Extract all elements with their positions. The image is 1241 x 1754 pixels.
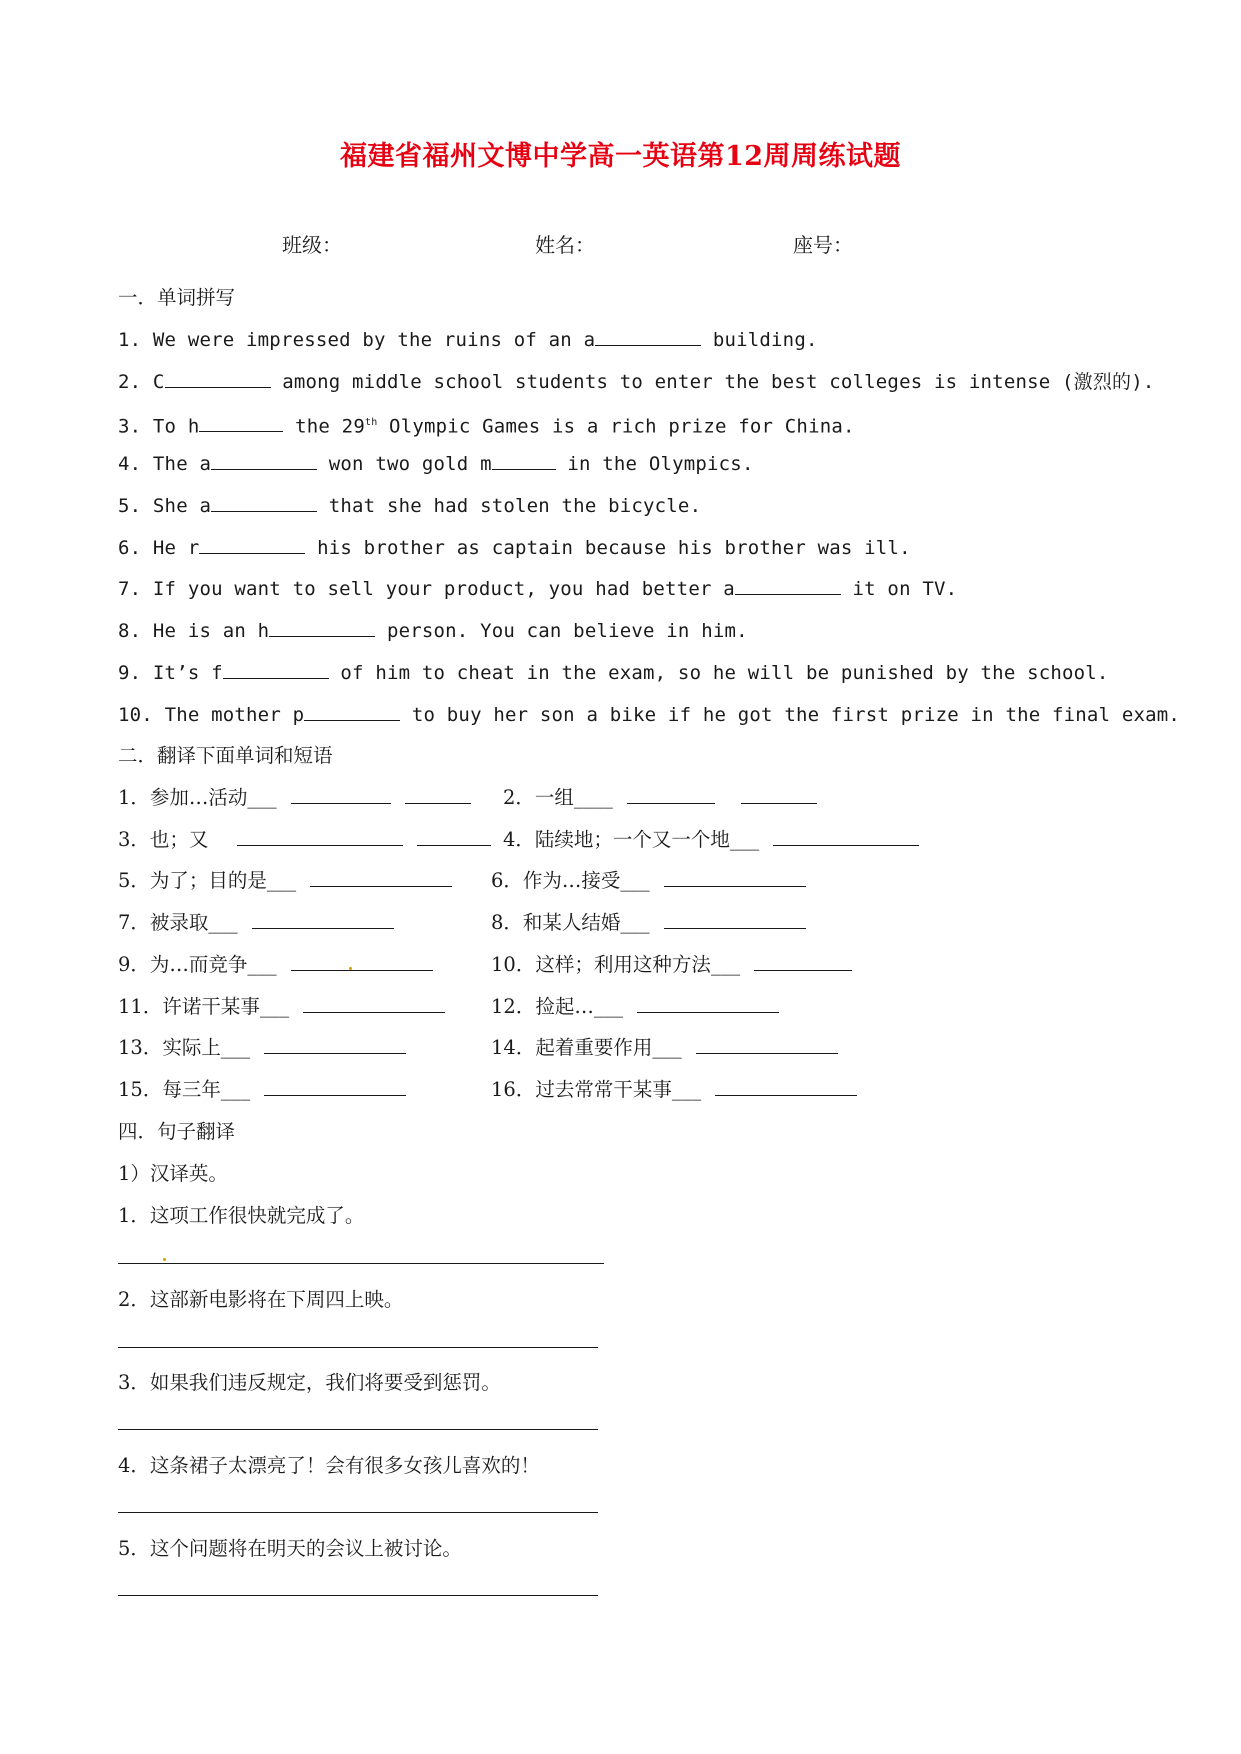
phrase-item-14 [491,1035,838,1061]
question-text: The a [152,453,212,475]
question-text: He is an h [152,620,270,642]
answer-blank[interactable] [405,785,471,804]
phrase-label: 11．许诺干某事___ [118,995,290,1018]
answer-blank[interactable] [199,535,305,554]
question-text: won two gold m [317,453,492,475]
phrase-label: 8．和某人结婚___ [491,911,650,934]
superscript: th [364,417,378,428]
phrase-label: 3．也；又 [118,828,209,851]
spelling-question-2 [118,369,1155,395]
phrase-label: 2．一组____ [503,786,613,809]
phrase-item-12 [491,994,779,1020]
translation-sentence-3: 3．如果我们违反规定，我们将要受到惩罚。 [118,1371,501,1394]
answer-line[interactable] [118,1263,604,1264]
section4-heading: 四．句子翻译 [118,1120,236,1143]
answer-blank[interactable] [715,1077,857,1096]
phrase-item-11 [118,994,445,1020]
phrase-label: 13．实际上___ [118,1036,251,1059]
translation-sentence-4: 4．这条裙子太漂亮了！会有很多女孩儿喜欢的！ [118,1454,540,1477]
answer-blank[interactable] [304,702,400,721]
answer-blank[interactable] [269,618,375,637]
question-text: To h [152,415,200,438]
spelling-question-10 [118,702,1180,728]
answer-blank[interactable] [773,827,919,846]
answer-line[interactable] [118,1512,598,1513]
answer-blank[interactable] [754,952,852,971]
answer-blank[interactable] [291,952,433,971]
phrase-label: 5．为了；目的是___ [118,869,297,892]
spelling-question-3 [118,410,855,439]
answer-blank[interactable] [211,451,317,470]
answer-blank[interactable] [741,785,817,804]
phrase-item-15 [118,1077,406,1103]
question-number: 2. [118,371,142,393]
question-text: person. You can believe in him. [375,620,748,642]
question-text: C [152,371,165,393]
phrase-item-1 [118,785,471,811]
answer-line[interactable] [118,1429,598,1430]
spelling-question-6 [118,535,911,561]
phrase-label: 12．捡起…___ [491,995,624,1018]
phrase-item-3 [118,827,491,853]
seat-label: 座号： [793,233,853,257]
question-number: 9. [118,662,142,684]
question-text: the 29 [283,415,365,438]
question-text: Olympic Games is a rich prize for China. [377,415,855,438]
question-text: that she had stolen the bicycle. [317,495,702,517]
question-text: It’s f [152,662,223,684]
section4-subheading: 1）汉译英。 [118,1162,228,1185]
answer-blank[interactable] [199,413,283,432]
answer-blank[interactable] [310,868,452,887]
answer-blank[interactable] [595,327,701,346]
answer-blank[interactable] [223,660,329,679]
question-text: We were impressed by the ruins of an a [152,329,596,351]
question-number: 1. [118,329,142,351]
section2-heading: 二．翻译下面单词和短语 [118,744,333,767]
name-label: 姓名： [535,233,595,257]
phrase-label: 10．这样；利用这种方法___ [491,953,741,976]
answer-blank[interactable] [252,910,394,929]
question-number: 4. [118,453,142,475]
phrase-label: 4．陆续地；一个又一个地___ [503,828,760,851]
answer-blank[interactable] [492,451,556,470]
answer-line[interactable] [118,1595,598,1596]
spelling-question-1 [118,327,818,353]
question-number: 7. [118,578,142,600]
phrase-item-7 [118,910,394,936]
spelling-question-9 [118,660,1109,686]
translation-sentence-1: 1．这项工作很快就完成了。 [118,1204,365,1227]
spelling-question-8 [118,618,748,644]
phrase-item-16 [491,1077,857,1103]
phrase-item-13 [118,1035,406,1061]
spelling-question-7 [118,576,957,602]
question-number: 8. [118,620,142,642]
phrase-item-4 [503,827,919,853]
phrase-item-9 [118,952,433,978]
phrase-label: 7．被录取___ [118,911,238,934]
question-text: The mother p [164,704,305,726]
page-title: 福建省福州文博中学高一英语第12周周练试题 [339,141,902,172]
question-text: He r [152,537,200,559]
translation-sentence-2: 2．这部新电影将在下周四上映。 [118,1288,404,1311]
phrase-item-5 [118,868,452,894]
question-number: 5. [118,495,142,517]
answer-blank[interactable] [627,785,715,804]
answer-blank[interactable] [664,868,806,887]
answer-blank[interactable] [165,369,271,388]
class-label: 班级： [282,233,342,257]
translation-sentence-5: 5．这个问题将在明天的会议上被讨论。 [118,1537,462,1560]
phrase-item-6 [491,868,806,894]
answer-blank[interactable] [237,827,403,846]
answer-line[interactable] [118,1347,598,1348]
question-text: among middle school students to enter the best colleges is intense (激烈的). [270,371,1155,393]
answer-blank[interactable] [664,910,806,929]
answer-blank[interactable] [637,994,779,1013]
answer-blank[interactable] [303,994,445,1013]
question-text: building. [701,329,818,351]
answer-blank[interactable] [291,785,391,804]
section1-heading: 一．单词拼写 [118,286,236,309]
phrase-label: 9．为…而竞争___ [118,953,277,976]
question-text: it on TV. [840,578,958,600]
phrase-label: 6．作为…接受___ [491,869,650,892]
answer-blank[interactable] [264,1077,406,1096]
phrase-label: 15．每三年___ [118,1078,251,1101]
question-text: of him to cheat in the exam, so he will be punished by the school. [328,662,1109,684]
spelling-question-5 [118,493,701,519]
phrase-label: 16．过去常常干某事___ [491,1078,702,1101]
phrase-item-2 [503,785,817,811]
question-text: in the Olympics. [555,453,754,475]
phrase-item-10 [491,952,852,978]
question-text: If you want to sell your product, you had better a [152,578,735,600]
question-text: She a [152,495,212,517]
phrase-label: 1．参加…活动___ [118,786,277,809]
question-number: 3. [118,415,142,438]
answer-blank[interactable] [417,827,491,846]
ink-dot [163,1258,166,1261]
answer-blank[interactable] [264,1035,406,1054]
phrase-item-8 [491,910,806,936]
ink-dot [349,967,352,970]
spelling-question-4 [118,451,754,477]
question-text: his brother as captain because his brother was ill. [305,537,911,559]
answer-blank[interactable] [696,1035,838,1054]
answer-blank[interactable] [211,493,317,512]
phrase-label: 14．起着重要作用___ [491,1036,682,1059]
question-number: 10. [118,704,153,726]
question-text: to buy her son a bike if he got the first prize in the final exam. [400,704,1181,726]
answer-blank[interactable] [735,576,841,595]
question-number: 6. [118,537,142,559]
